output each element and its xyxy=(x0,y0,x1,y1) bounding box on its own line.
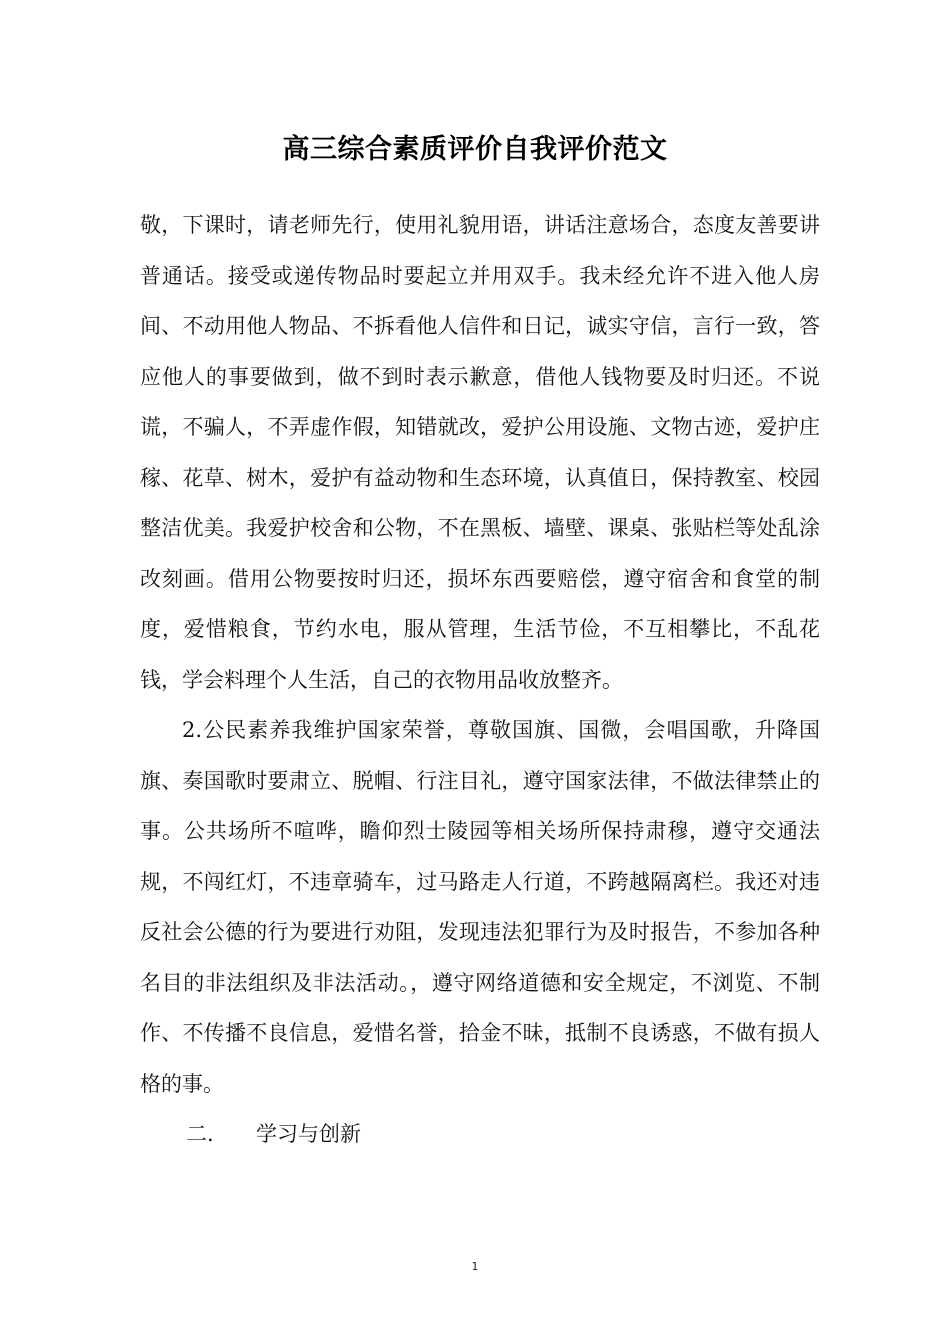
page-title: 高三综合素质评价自我评价范文 xyxy=(282,134,668,165)
page-number: 1 xyxy=(471,1260,479,1273)
section-number: 二. xyxy=(186,1122,214,1146)
paragraph-conduct: 敬，下课时，请老师先行，使用礼貌用语，讲话注意场合，态度友善要讲普通话。接受或递传物品时要起立并用双手。我未经允许不进入他人房间、不动用他人物品、不拆看他人信件和日记，诚实守信，言行一致，答应他人的事要做到，做不到时表示歉意，借他人钱物要及时归还。不说谎，不骗人，不弄虚作假，知错就改，爱护公用设施、文物古迹，爱护庄稼、花草、树木，爱护有益动物和生态环境，认真值日，保持教室、校园整洁优美。我爱护校舍和公物，不在黑板、墙壁、课桌、张贴栏等处乱涂改刻画。借用公物要按时归还，损坏东西要赔偿，遵守宿舍和食堂的制度，爱惜粮食，节约水电，服从管理，生活节俭，不互相攀比，不乱花钱，学会料理个人生活，自己的衣物用品收放整齐。 xyxy=(140,213,820,692)
document-body xyxy=(140,200,820,1160)
section-heading xyxy=(140,1109,820,1160)
paragraph-civic-literacy: 2.公民素养我维护国家荣誉，尊敬国旗、国微，会唱国歌，升降国旗、奏国歌时要肃立、脱帽、行注目礼，遵守国家法律，不做法律禁止的事。公共场所不喧哗，瞻仰烈士陵园等相关场所保持肃穆，遵守交通法规，不闯红灯，不违章骑车，过马路走人行道，不跨越隔离栏。我还对违反社会公德的行为要进行劝阻，发现违法犯罪行为及时报告，不参加各种名目的非法组织及非法活动。，遵守网络道德和安全规定，不浏览、不制作、不传播不良信息，爱惜名誉，拾金不昧，抵制不良诱惑，不做有损人格的事。 xyxy=(140,718,820,1096)
section-title: 学习与创新 xyxy=(256,1122,361,1146)
